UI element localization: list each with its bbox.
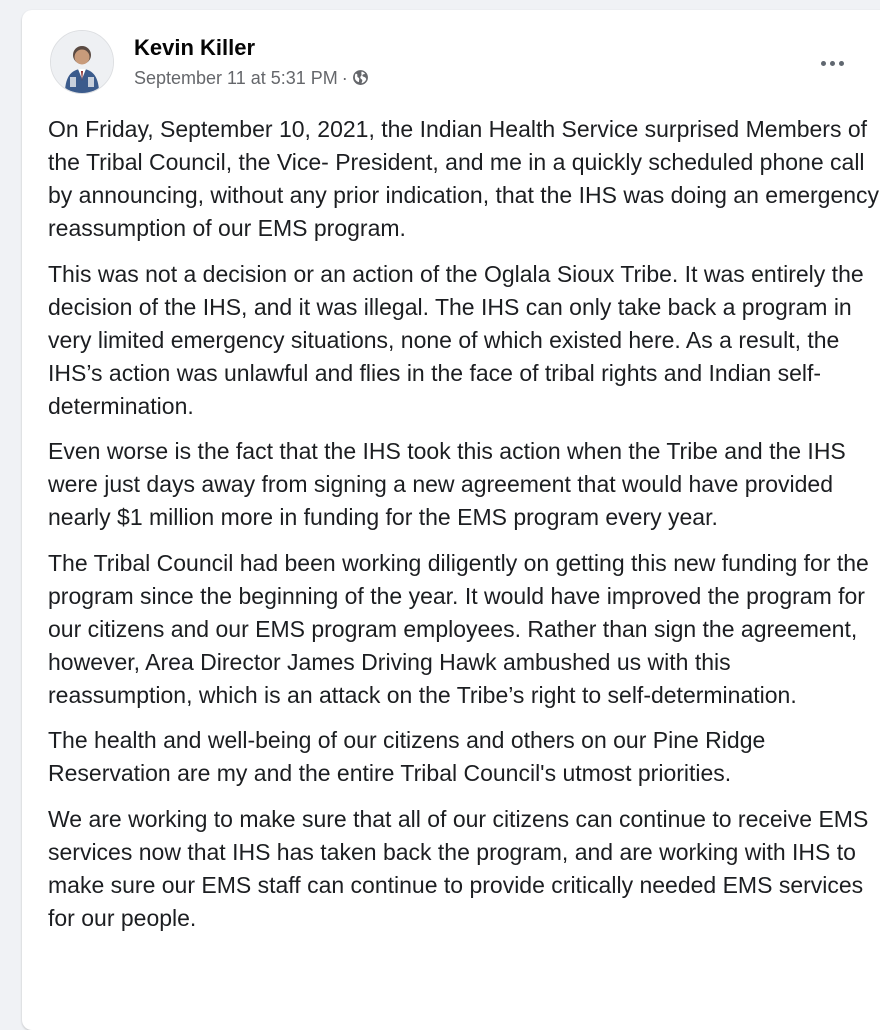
- post-paragraph: The Tribal Council had been working diligently on getting this new funding for the program since the beginning of the year. It would have improved the program for our citizens and our EMS program employees. Rather than sign the agreement, however, Area Director James Driving Hawk ambushed us with this reassumption, which is an attack on the Tribe’s right to self-determination.: [48, 549, 869, 708]
- globe-icon[interactable]: [352, 69, 369, 86]
- post-subline: [134, 65, 369, 91]
- more-dot: [821, 61, 826, 66]
- post-body: [48, 113, 880, 947]
- more-dot: [839, 61, 844, 66]
- post-meta: [134, 34, 369, 91]
- more-options-icon[interactable]: [812, 52, 852, 74]
- post-card: [22, 10, 880, 1030]
- post-header: [50, 30, 369, 94]
- post-paragraph: The health and well-being of our citizens and others on our Pine Ridge Reservation are my and the entire Tribal Council's utmost priorities.: [48, 727, 766, 786]
- more-dot: [830, 61, 835, 66]
- author-name[interactable]: Kevin Killer: [134, 34, 256, 60]
- post-paragraph: We are working to make sure that all of our citizens can continue to receive EMS services now that IHS has taken back the program, and are working with IHS to make sure our EMS staff can continue to provide critically needed EMS services for our people.: [48, 805, 869, 931]
- separator-dot: ·: [341, 67, 348, 88]
- profile-photo-icon: [51, 31, 113, 93]
- post-paragraph: On Friday, September 10, 2021, the Indian Health Service surprised Members of the Tribal Council, the Vice- President, and me in a quickly scheduled phone call by announcing, without any prior indication, that the IHS was doing an emergency reassumption of our EMS program.: [48, 116, 880, 241]
- post-timestamp[interactable]: September 11 at 5:31 PM: [134, 67, 338, 88]
- avatar[interactable]: [50, 30, 114, 94]
- post-paragraph: Even worse is the fact that the IHS took this action when the Tribe and the IHS were just days away from signing a new agreement that would have provided nearly $1 million more in funding for the EMS program every year.: [48, 438, 846, 530]
- post-paragraph: This was not a decision or an action of the Oglala Sioux Tribe. It was entirely the decision of the IHS, and it was illegal. The IHS can only take back a program in very limited emergency situations, none of which existed here. As a result, the IHS’s action was unlawful and flies in the face of tribal rights and Indian self-determination.: [48, 260, 864, 419]
